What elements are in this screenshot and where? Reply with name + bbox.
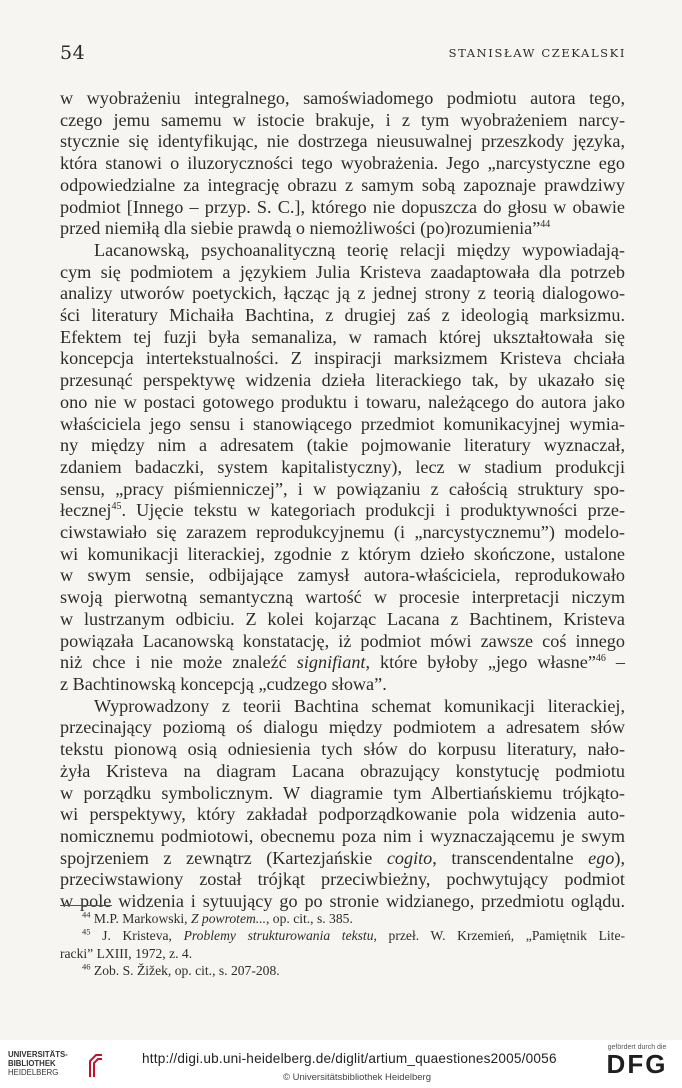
text-line: stycznie się identyfikując, nie dostrzega nieusuwalnej przeszkody języka, bbox=[60, 131, 625, 152]
dfg-wordmark: DFG bbox=[606, 1049, 668, 1079]
text-line: przeciwstawiony został trójkąt przeciwbieżny, pochwytujący podmiot bbox=[60, 869, 625, 890]
text-line: przecinający poziomą oś dialogu między podmiotem a adresatem słów bbox=[60, 717, 625, 738]
text-line bbox=[60, 218, 625, 240]
footnote-45 bbox=[60, 927, 625, 962]
paragraph-1 bbox=[60, 88, 625, 240]
running-head: STANISŁAW CZEKALSKI bbox=[448, 46, 626, 60]
footnote-separator bbox=[60, 905, 112, 906]
text-fragment: niż chce i nie może znaleźć bbox=[60, 652, 297, 673]
text-line: w wyobrażeniu integralnego, samoświadomego podmiotu autora tego, bbox=[60, 88, 625, 108]
page-number: 54 bbox=[60, 42, 86, 64]
footnote-italic: Problemy strukturowania tekstu bbox=[183, 928, 374, 944]
text-line: właściciela jego sensu i stanowiącego przedmiot komunikacyjnej wymia- bbox=[60, 413, 625, 434]
text-line: w lustrzanym odbiciu. Z kolei kojarząc Lacana z Bachtinem, Kristeva bbox=[60, 608, 625, 629]
library-logo[interactable] bbox=[8, 1050, 108, 1084]
main-text bbox=[60, 88, 625, 913]
dfg-caption: gefördert durch die bbox=[607, 1044, 667, 1051]
library-name-line: BIBLIOTHEK bbox=[8, 1059, 56, 1068]
text-line bbox=[60, 652, 625, 674]
footnote-ref-46[interactable]: 46 bbox=[595, 653, 606, 665]
text-line: ści literatury Michaiła Bachtina, z drugiej zaś z ideologią marksizmu. bbox=[60, 305, 625, 326]
text-line: analizy utworów poetyckich, łącząc ją z jednej strony z teorią dialogowo- bbox=[60, 283, 625, 304]
footnote-ref-44[interactable]: 44 bbox=[540, 219, 551, 231]
library-mark-icon bbox=[88, 1051, 104, 1079]
permalink-url[interactable]: http://digi.ub.uni-heidelberg.de/diglit/artium_quaestiones2005/0056 bbox=[142, 1051, 557, 1066]
library-name-line: HEIDELBERG bbox=[8, 1068, 59, 1077]
italic-term: signifiant bbox=[296, 652, 366, 673]
text-line: swoją pierwotną semantyczną wartość w procesie interpretacji niczym bbox=[60, 587, 625, 608]
text-fragment: – bbox=[605, 652, 626, 673]
text-line: ny między nim a adresatem (takie pojmowanie literatury wyznaczał, bbox=[60, 435, 625, 456]
text-line: w porządku symbolicznym. W diagramie tym Albertiańskiemu trójkąto- bbox=[60, 782, 625, 803]
text-line: odpowiedzialne za integrację obrazu z samym sobą zapoznaje prawdziwy bbox=[60, 174, 625, 195]
text-line: w pole widzenia i sytuujący go po stronie widzianego, przedmiotu oglądu. bbox=[60, 891, 625, 912]
text-fragment: łecznej bbox=[60, 500, 112, 521]
text-line: w swym sensie, odbijające zamysł autora-właściciela, reprodukowało bbox=[60, 565, 625, 586]
text-line: Efektem tej fuzji była semanaliza, w ramach której ukształtowała się bbox=[60, 326, 625, 347]
text-fragment: , które byłoby „jego własne” bbox=[365, 652, 596, 673]
text-line: czego jemu samemu w istocie brakuje, i z tym wyobrażeniem narcy- bbox=[60, 109, 625, 130]
text-line: z Bachtinowską koncepcją „cudzego słowa”. bbox=[60, 673, 387, 694]
text-line: Wyprowadzony z teorii Bachtina schemat komunikacji literackiej, bbox=[94, 695, 625, 716]
footnote-44 bbox=[60, 910, 625, 927]
text-line: Lacanowską, psychoanalityczną teorię relacji między wypowiadają- bbox=[94, 239, 625, 260]
text-line: wi komunikacji literackiej, zgodnie z którym dzieło skończone, ustalone bbox=[60, 543, 625, 564]
footnote-line bbox=[82, 927, 625, 944]
text-fragment: ), bbox=[614, 847, 625, 868]
text-fragment: , transcendentalne bbox=[432, 847, 589, 868]
footnote-number: 46 bbox=[82, 961, 91, 972]
italic-term: ego bbox=[588, 847, 615, 868]
footnote-text: M.P. Markowski, bbox=[93, 911, 191, 926]
footnotes bbox=[60, 910, 625, 979]
text-line: nomicznemu podmiotowi, obecnemu poza nim i wyznaczającemu je swym bbox=[60, 825, 625, 846]
text-line: cym się podmiotem a językiem Julia Kristeva zaadaptowała dla potrzeb bbox=[60, 261, 625, 282]
italic-term: cogito bbox=[386, 847, 433, 868]
footnote-46 bbox=[60, 962, 625, 979]
footnote-italic: Z powrotem... bbox=[190, 911, 266, 926]
text-line: ono nie w postaci gotowego produktu i towaru, należącego do autora jako bbox=[60, 391, 625, 412]
footnote-text: racki” LXIII, 1972, z. 4. bbox=[60, 945, 193, 961]
text-line: koncepcja intertekstualności. Z inspiracji marksizmem Kristeva chciała bbox=[60, 348, 625, 369]
text-line: tekstu pionową osią odniesienia tych słów do korpusu literatury, nało- bbox=[60, 739, 625, 760]
text-line: podmiot [Innego – przyp. S. C.], którego nie dopuszcza do głosu w obawie bbox=[60, 196, 625, 217]
text-line: przesunąć perspektywę widzenia dzieła literackiego tak, by ukazało się bbox=[60, 370, 625, 391]
text-fragment: przed niemiłą dla siebie prawdą o niemożliwości (po)rozumienia” bbox=[60, 218, 541, 239]
footnote-text: Zob. S. Žižek, op. cit., s. 207-208. bbox=[93, 962, 280, 978]
text-line: powiązała Lacanowską konstatację, iż podmiot mówi zawsze coś innego bbox=[60, 630, 625, 651]
text-fragment: spojrzeniem z zewnątrz (Kartezjańskie bbox=[60, 847, 387, 868]
text-line: sensu, „pracy piśmienniczej”, i w powiązaniu z całością struktury spo- bbox=[60, 478, 625, 499]
library-name-line: UNIVERSITÄTS- bbox=[8, 1050, 68, 1059]
dfg-logo[interactable] bbox=[602, 1044, 672, 1084]
text-line bbox=[60, 848, 625, 870]
text-line: wi perspektywy, który zakładał podporządkowanie pola widzenia auto- bbox=[60, 804, 625, 825]
footnote-text: , op. cit., s. 385. bbox=[266, 911, 353, 926]
footnote-text: J. Kristeva, bbox=[102, 928, 184, 944]
copyright-notice: © Universitätsbibliothek Heidelberg bbox=[283, 1072, 431, 1083]
text-line: która stanowi o iluzoryczności tego wyobrażenia. Jego „narcystyczne ego bbox=[60, 153, 625, 174]
text-line: żyła Kristeva na diagram Lacana obrazujący konstytucję podmiotu bbox=[60, 760, 625, 781]
footnote-number: 45 bbox=[82, 926, 91, 937]
footnote-text: , przeł. W. Krzemień, „Pamiętnik Lite- bbox=[373, 928, 625, 944]
footnote-ref-45[interactable]: 45 bbox=[111, 501, 122, 513]
text-fragment: . Ujęcie tekstu w kategoriach produkcji i produktywności prze- bbox=[121, 500, 625, 521]
text-line bbox=[60, 500, 625, 522]
paragraph-3 bbox=[60, 696, 625, 913]
paragraph-2 bbox=[60, 240, 625, 696]
text-line: zdaniem badaczki, system kapitalistyczny), lecz w stadium produkcji bbox=[60, 456, 625, 477]
text-line: ciwstawiało się zarazem reprodukcyjnemu (i „narcystycznemu”) modelo- bbox=[60, 522, 625, 543]
footnote-number: 44 bbox=[82, 909, 91, 920]
viewer-footer bbox=[0, 1040, 682, 1088]
